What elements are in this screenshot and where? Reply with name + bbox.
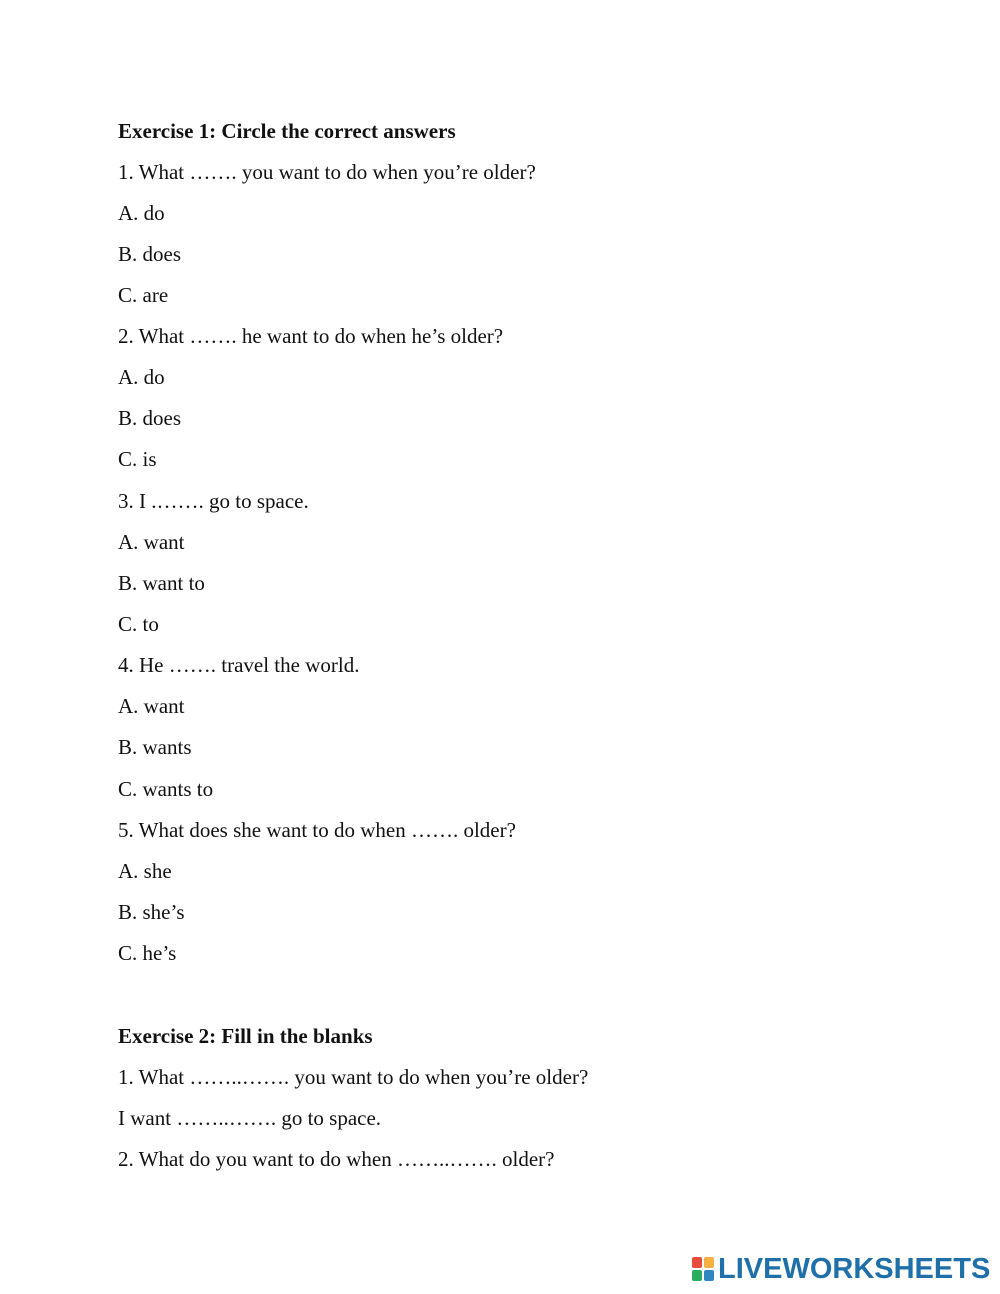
exercise1-option: C. are: [118, 283, 169, 307]
exercise1-option: B. want to: [118, 571, 205, 595]
exercise2-item-1-answer: I want ……..……. go to space.: [118, 1106, 382, 1130]
exercise1-option: A. want: [118, 530, 185, 554]
logo-square-icon: [692, 1270, 702, 1281]
exercise1-option: C. he’s: [118, 941, 177, 965]
exercise1-question-3: 3. I .……. go to space.: [118, 489, 309, 513]
liveworksheets-logo-icon: [692, 1257, 714, 1281]
exercise1-option: B. wants: [118, 735, 192, 759]
exercise1-option: C. to: [118, 612, 159, 636]
exercise1-option: B. does: [118, 242, 181, 266]
exercise2-item-1: 1. What ……..……. you want to do when you’re older?: [118, 1065, 589, 1089]
logo-square-icon: [704, 1270, 714, 1281]
exercise1-option: B. she’s: [118, 900, 185, 924]
logo-square-icon: [704, 1257, 714, 1268]
exercise1-option: A. want: [118, 694, 185, 718]
exercise1-option: A. do: [118, 365, 165, 389]
exercise2-item-2: 2. What do you want to do when ……..……. older?: [118, 1147, 555, 1171]
exercise1-option: A. she: [118, 859, 172, 883]
liveworksheets-logo: [692, 1254, 990, 1284]
exercise1-title: Exercise 1: Circle the correct answers: [118, 119, 456, 143]
exercise1-question-5: 5. What does she want to do when ……. older?: [118, 818, 516, 842]
exercise1-option: C. wants to: [118, 777, 214, 801]
exercise1-option: B. does: [118, 406, 181, 430]
exercise1-question-4: 4. He ……. travel the world.: [118, 653, 360, 677]
liveworksheets-logo-text: LIVEWORKSHEETS: [718, 1253, 991, 1285]
exercise2-title: Exercise 2: Fill in the blanks: [118, 1024, 373, 1048]
exercise1-option: A. do: [118, 201, 165, 225]
exercise1-question-2: 2. What ……. he want to do when he’s older?: [118, 324, 504, 348]
logo-square-icon: [692, 1257, 702, 1268]
exercise1-question-1: 1. What ……. you want to do when you’re older?: [118, 160, 536, 184]
exercise1-option: C. is: [118, 447, 157, 471]
